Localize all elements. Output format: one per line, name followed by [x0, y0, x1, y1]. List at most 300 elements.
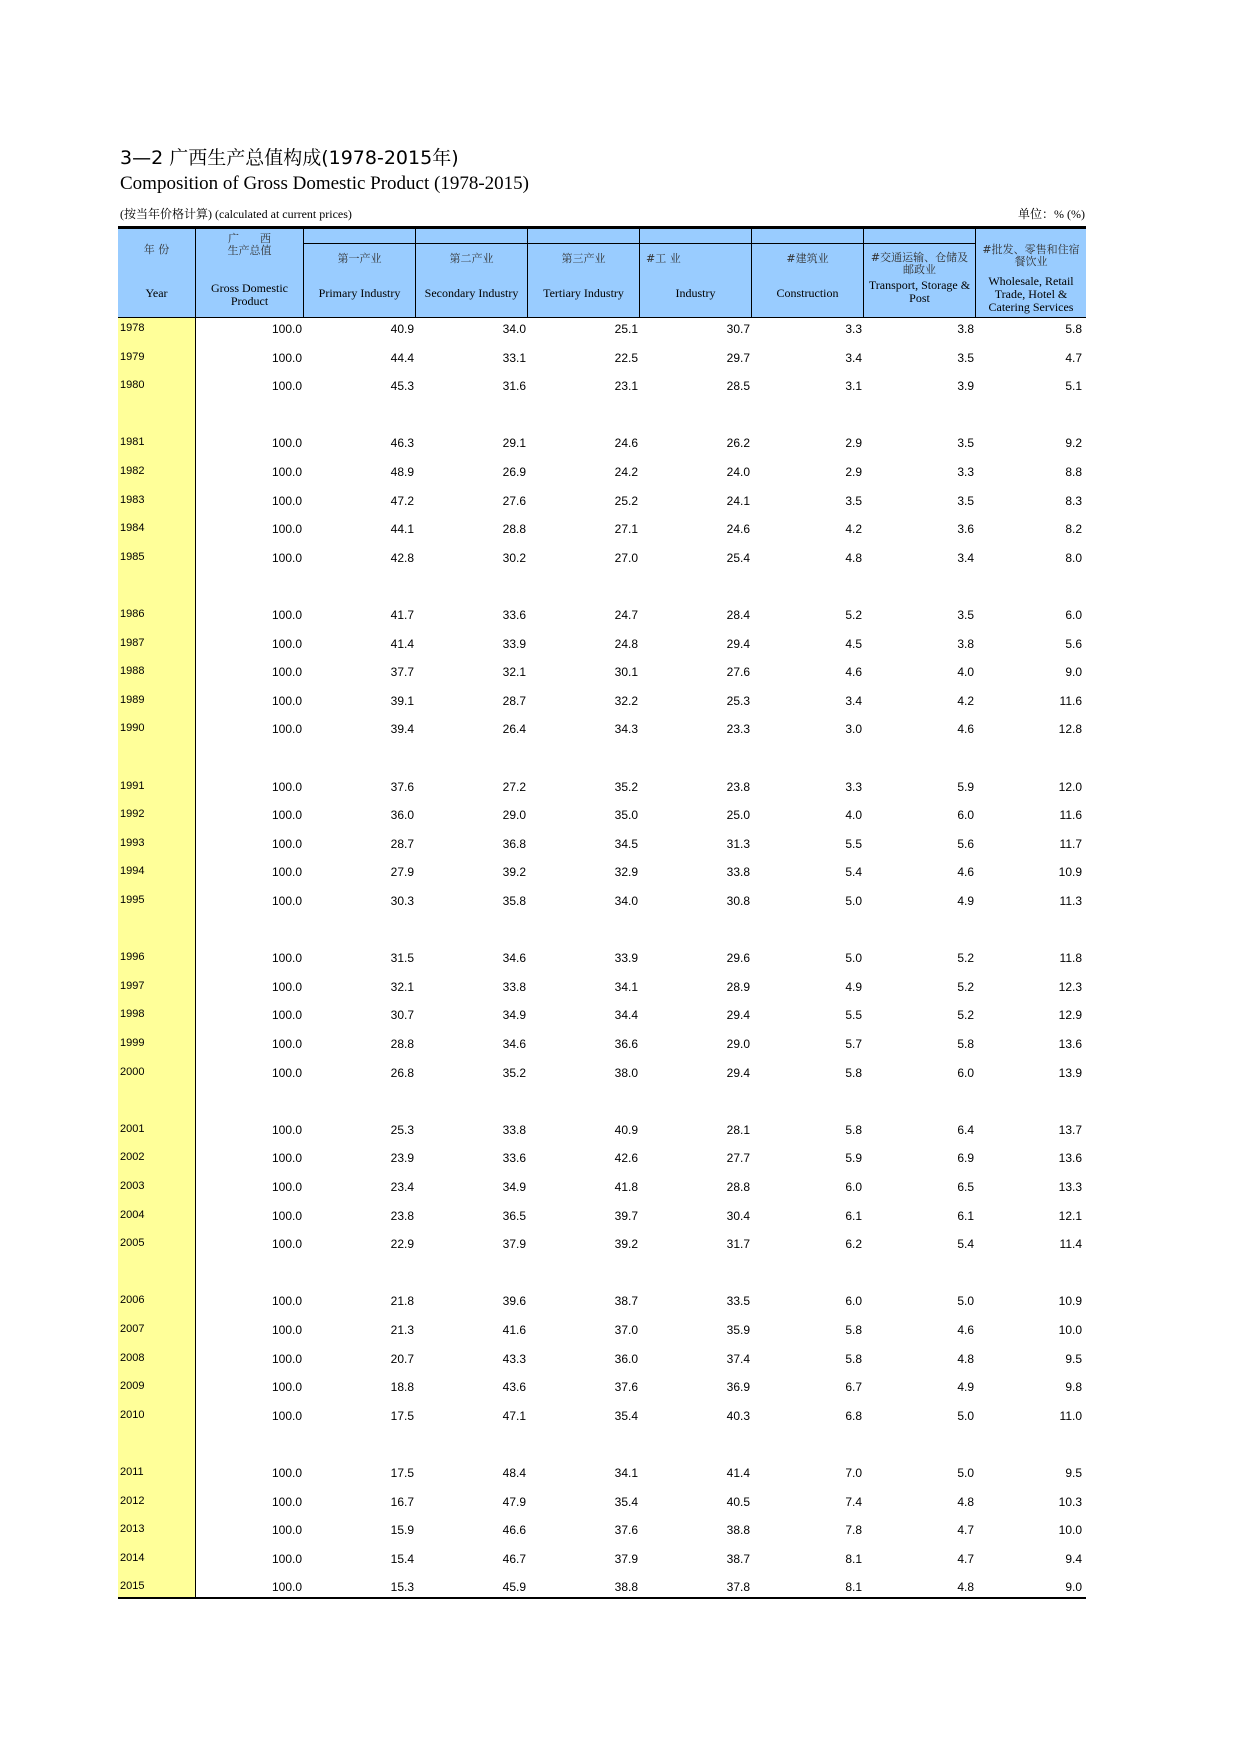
value-cell: 35.8 — [502, 894, 526, 908]
header-gdp-cn: 广 西 生产总值 — [227, 232, 272, 257]
value-cell: 35.4 — [614, 1494, 638, 1509]
value-cell: 3.5 — [957, 493, 974, 508]
table-row — [118, 690, 1086, 710]
year-cell: 2002 — [120, 1151, 145, 1164]
table-row — [118, 1548, 1086, 1568]
value-cell: 8.3 — [1065, 493, 1082, 508]
value-cell: 4.5 — [845, 636, 862, 651]
header-industry-cn: #工 业 — [646, 252, 681, 265]
value-cell: 41.4 — [726, 1466, 750, 1480]
value-cell: 5.7 — [845, 1037, 862, 1051]
header-industry-en: Industry — [675, 286, 716, 300]
value-cell: 37.9 — [614, 1551, 638, 1566]
value-cell: 100.0 — [271, 1494, 302, 1509]
year-cell: 1988 — [120, 665, 145, 678]
value-cell: 12.0 — [1058, 779, 1082, 794]
value-cell: 45.3 — [390, 379, 414, 394]
header-transport-en: Transport, Storage & Post — [868, 278, 971, 305]
value-cell: 21.8 — [390, 1294, 414, 1309]
header-year — [118, 229, 196, 317]
value-cell: 5.6 — [1065, 636, 1082, 651]
value-cell: 34.0 — [614, 894, 638, 908]
table-header — [118, 229, 1086, 317]
value-cell: 38.7 — [726, 1551, 750, 1566]
table-title-chinese: 3—2 广西生产总值构成(1978-2015年) — [120, 147, 459, 169]
table-row — [118, 1576, 1086, 1596]
value-cell: 37.0 — [614, 1323, 638, 1337]
year-cell: 2010 — [120, 1408, 145, 1421]
value-cell: 4.0 — [845, 808, 862, 823]
value-cell: 5.4 — [845, 865, 862, 880]
value-cell: 8.1 — [845, 1580, 862, 1595]
value-cell: 35.2 — [614, 779, 638, 794]
value-cell: 43.3 — [502, 1351, 526, 1366]
value-cell: 47.1 — [502, 1408, 526, 1423]
value-cell: 8.8 — [1065, 465, 1082, 479]
value-cell: 9.5 — [1065, 1351, 1082, 1366]
value-cell: 30.3 — [390, 894, 414, 908]
value-cell: 23.8 — [726, 779, 750, 794]
table-row — [118, 1491, 1086, 1511]
value-cell: 21.3 — [390, 1323, 414, 1337]
value-cell: 3.3 — [845, 779, 862, 794]
value-cell: 33.5 — [726, 1294, 750, 1309]
value-cell: 3.8 — [957, 322, 974, 336]
value-cell: 3.4 — [845, 350, 862, 365]
value-cell: 30.7 — [390, 1008, 414, 1023]
value-cell: 28.4 — [726, 608, 750, 622]
value-cell: 4.7 — [957, 1523, 974, 1538]
value-cell: 6.1 — [957, 1208, 974, 1223]
value-cell: 36.0 — [390, 808, 414, 823]
value-cell: 39.2 — [502, 865, 526, 880]
value-cell: 9.2 — [1065, 436, 1082, 451]
value-cell: 9.4 — [1065, 1551, 1082, 1566]
value-cell: 34.9 — [502, 1008, 526, 1023]
value-cell: 28.7 — [502, 693, 526, 708]
year-cell: 2007 — [120, 1323, 145, 1335]
value-cell: 41.4 — [390, 636, 414, 651]
value-cell: 34.6 — [502, 1037, 526, 1051]
value-cell: 41.6 — [502, 1323, 526, 1337]
year-cell: 1997 — [120, 979, 145, 992]
value-cell: 48.9 — [390, 465, 414, 479]
value-cell: 29.0 — [502, 808, 526, 823]
value-cell: 5.5 — [845, 1008, 862, 1023]
value-cell: 33.8 — [726, 865, 750, 880]
table-row — [118, 1319, 1086, 1339]
value-cell: 44.1 — [390, 522, 414, 537]
value-cell: 39.1 — [390, 693, 414, 708]
value-cell: 28.8 — [390, 1037, 414, 1051]
value-cell: 9.0 — [1065, 665, 1082, 680]
value-cell: 100.0 — [271, 951, 302, 966]
value-cell: 36.8 — [502, 836, 526, 851]
table-row — [118, 1033, 1086, 1053]
table-row — [118, 776, 1086, 796]
year-cell: 1981 — [120, 436, 145, 449]
value-cell: 3.4 — [845, 693, 862, 708]
value-cell: 5.0 — [957, 1408, 974, 1423]
value-cell: 8.0 — [1065, 550, 1082, 565]
value-cell: 22.9 — [390, 1237, 414, 1252]
year-cell: 1980 — [120, 379, 145, 392]
year-cell: 2000 — [120, 1065, 145, 1078]
value-cell: 6.0 — [957, 1065, 974, 1080]
value-cell: 6.0 — [957, 808, 974, 823]
value-cell: 17.5 — [390, 1408, 414, 1423]
value-cell: 12.1 — [1058, 1208, 1082, 1223]
value-cell: 32.9 — [614, 865, 638, 880]
value-cell: 34.5 — [614, 836, 638, 851]
year-cell: 2012 — [120, 1494, 145, 1507]
value-cell: 25.4 — [726, 550, 750, 565]
table-row — [118, 518, 1086, 538]
value-cell: 42.8 — [390, 550, 414, 565]
value-cell: 31.3 — [726, 836, 750, 851]
value-cell: 40.5 — [726, 1494, 750, 1509]
value-cell: 11.6 — [1059, 693, 1082, 708]
value-cell: 16.7 — [390, 1494, 414, 1509]
value-cell: 11.4 — [1059, 1237, 1082, 1252]
header-year-cn: 年 份 — [143, 243, 170, 256]
year-cell: 1982 — [120, 465, 145, 477]
value-cell: 4.6 — [957, 1323, 974, 1337]
value-cell: 27.9 — [390, 865, 414, 880]
value-cell: 100.0 — [271, 979, 302, 994]
value-cell: 4.7 — [1065, 350, 1082, 365]
value-cell: 26.8 — [390, 1065, 414, 1080]
table-row — [118, 947, 1086, 967]
value-cell: 3.5 — [957, 436, 974, 451]
value-cell: 3.5 — [845, 493, 862, 508]
header-divider — [304, 243, 415, 244]
value-cell: 5.6 — [957, 836, 974, 851]
value-cell: 31.7 — [726, 1237, 750, 1252]
value-cell: 100.0 — [271, 465, 302, 479]
header-tertiary-en: Tertiary Industry — [543, 286, 624, 300]
value-cell: 9.8 — [1065, 1380, 1082, 1395]
header-tertiary-cn: 第三产业 — [561, 252, 606, 265]
value-cell: 100.0 — [271, 722, 302, 737]
value-cell: 6.0 — [845, 1294, 862, 1309]
value-cell: 33.6 — [502, 1151, 526, 1166]
table-row — [118, 1176, 1086, 1196]
value-cell: 3.5 — [957, 608, 974, 622]
value-cell: 31.6 — [502, 379, 526, 394]
value-cell: 100.0 — [271, 350, 302, 365]
value-cell: 25.2 — [614, 493, 638, 508]
value-cell: 24.0 — [726, 465, 750, 479]
price-basis-note: (按当年价格计算) (calculated at current prices) — [120, 207, 352, 221]
value-cell: 26.4 — [502, 722, 526, 737]
value-cell: 30.7 — [726, 322, 750, 336]
value-cell: 32.1 — [502, 665, 526, 680]
table-row — [118, 490, 1086, 510]
table-row — [118, 1376, 1086, 1396]
value-cell: 100.0 — [271, 493, 302, 508]
value-cell: 6.0 — [1065, 608, 1082, 622]
header-transport — [864, 229, 976, 317]
value-cell: 46.3 — [390, 436, 414, 451]
table-row — [118, 461, 1086, 481]
value-cell: 11.8 — [1059, 951, 1082, 966]
value-cell: 9.5 — [1065, 1466, 1082, 1480]
value-cell: 5.2 — [957, 979, 974, 994]
value-cell: 5.0 — [957, 1466, 974, 1480]
table-row — [118, 1348, 1086, 1368]
value-cell: 34.9 — [502, 1180, 526, 1194]
value-cell: 32.1 — [390, 979, 414, 994]
table-row — [118, 347, 1086, 367]
year-cell: 1991 — [120, 779, 145, 792]
value-cell: 28.8 — [726, 1180, 750, 1194]
header-primary-cn: 第一产业 — [337, 252, 382, 265]
value-cell: 6.7 — [845, 1380, 862, 1395]
value-cell: 4.9 — [957, 1380, 974, 1395]
value-cell: 100.0 — [271, 1037, 302, 1051]
year-cell: 1987 — [120, 636, 145, 649]
value-cell: 7.0 — [845, 1466, 862, 1480]
header-wholesale-cn: #批发、零售和住宿餐饮业 — [982, 243, 1080, 268]
value-cell: 6.2 — [845, 1237, 862, 1252]
value-cell: 32.2 — [614, 693, 638, 708]
header-industry — [640, 229, 752, 317]
header-year-en: Year — [145, 286, 168, 300]
value-cell: 35.9 — [726, 1323, 750, 1337]
header-gdp-en: Gross Domestic Product — [211, 281, 288, 308]
value-cell: 4.8 — [957, 1494, 974, 1509]
value-cell: 4.7 — [957, 1551, 974, 1566]
table-title-english: Composition of Gross Domestic Product (1978-2015) — [120, 173, 530, 194]
table-row — [118, 604, 1086, 624]
value-cell: 25.1 — [614, 322, 638, 336]
value-cell: 24.6 — [614, 436, 638, 451]
header-transport-cn: #交通运输、仓储及邮政业 — [870, 251, 969, 276]
value-cell: 35.0 — [614, 808, 638, 823]
year-cell: 2001 — [120, 1122, 145, 1135]
value-cell: 5.8 — [845, 1351, 862, 1366]
value-cell: 28.1 — [726, 1122, 750, 1137]
value-cell: 30.2 — [502, 550, 526, 565]
value-cell: 100.0 — [271, 1523, 302, 1538]
value-cell: 7.4 — [845, 1494, 862, 1509]
value-cell: 37.6 — [390, 779, 414, 794]
value-cell: 38.8 — [614, 1580, 638, 1595]
value-cell: 13.3 — [1058, 1180, 1082, 1194]
value-cell: 3.3 — [845, 322, 862, 336]
value-cell: 43.6 — [502, 1380, 526, 1395]
value-cell: 35.2 — [502, 1065, 526, 1080]
value-cell: 5.0 — [957, 1294, 974, 1309]
value-cell: 34.6 — [502, 951, 526, 966]
year-cell: 2009 — [120, 1380, 145, 1393]
value-cell: 28.9 — [726, 979, 750, 994]
value-cell: 27.1 — [614, 522, 638, 537]
value-cell: 10.9 — [1058, 1294, 1082, 1309]
year-cell: 2008 — [120, 1351, 145, 1364]
table-row — [118, 1119, 1086, 1139]
header-wholesale-en: Wholesale, Retail Trade, Hotel & Catering Services — [988, 274, 1074, 314]
value-cell: 25.3 — [390, 1122, 414, 1137]
value-cell: 29.0 — [726, 1037, 750, 1051]
value-cell: 33.8 — [502, 979, 526, 994]
value-cell: 100.0 — [271, 1208, 302, 1223]
value-cell: 13.9 — [1058, 1065, 1082, 1080]
value-cell: 36.0 — [614, 1351, 638, 1366]
value-cell: 4.6 — [845, 665, 862, 680]
year-cell: 1978 — [120, 322, 145, 334]
value-cell: 3.4 — [957, 550, 974, 565]
value-cell: 6.9 — [957, 1151, 974, 1166]
value-cell: 37.7 — [390, 665, 414, 680]
value-cell: 36.9 — [726, 1380, 750, 1395]
header-divider — [752, 243, 863, 244]
value-cell: 26.9 — [502, 465, 526, 479]
value-cell: 37.9 — [502, 1237, 526, 1252]
value-cell: 33.1 — [502, 350, 526, 365]
value-cell: 25.3 — [726, 693, 750, 708]
value-cell: 42.6 — [614, 1151, 638, 1166]
value-cell: 46.7 — [502, 1551, 526, 1566]
header-secondary — [416, 229, 528, 317]
year-cell: 1979 — [120, 350, 145, 363]
value-cell: 100.0 — [271, 1408, 302, 1423]
value-cell: 100.0 — [271, 1351, 302, 1366]
table-row — [118, 1147, 1086, 1167]
value-cell: 40.9 — [614, 1122, 638, 1137]
value-cell: 4.8 — [957, 1351, 974, 1366]
value-cell: 30.1 — [614, 665, 638, 680]
value-cell: 10.0 — [1058, 1523, 1082, 1538]
header-tertiary — [528, 229, 640, 317]
value-cell: 100.0 — [271, 836, 302, 851]
value-cell: 24.6 — [726, 522, 750, 537]
year-cell: 1992 — [120, 808, 145, 821]
value-cell: 31.5 — [390, 951, 414, 966]
value-cell: 27.7 — [726, 1151, 750, 1166]
value-cell: 3.0 — [845, 722, 862, 737]
value-cell: 100.0 — [271, 636, 302, 651]
table-row — [118, 1405, 1086, 1425]
value-cell: 3.9 — [957, 379, 974, 394]
header-construction-cn: #建筑业 — [786, 252, 829, 265]
value-cell: 29.4 — [726, 636, 750, 651]
table-row — [118, 1205, 1086, 1225]
value-cell: 18.8 — [390, 1380, 414, 1395]
value-cell: 8.1 — [845, 1551, 862, 1566]
value-cell: 3.3 — [957, 465, 974, 479]
value-cell: 4.2 — [845, 522, 862, 537]
value-cell: 5.5 — [845, 836, 862, 851]
value-cell: 24.2 — [614, 465, 638, 479]
value-cell: 5.8 — [1065, 322, 1082, 336]
value-cell: 100.0 — [271, 522, 302, 537]
table-row — [118, 976, 1086, 996]
header-divider — [528, 243, 639, 244]
table-row — [118, 804, 1086, 824]
value-cell: 100.0 — [271, 1380, 302, 1395]
value-cell: 47.2 — [390, 493, 414, 508]
year-cell: 1989 — [120, 693, 145, 706]
value-cell: 38.0 — [614, 1065, 638, 1080]
value-cell: 5.2 — [957, 951, 974, 966]
year-cell: 1985 — [120, 550, 145, 563]
value-cell: 6.4 — [957, 1122, 974, 1137]
value-cell: 11.0 — [1059, 1408, 1082, 1423]
value-cell: 34.0 — [502, 322, 526, 336]
value-cell: 100.0 — [271, 322, 302, 336]
table-row — [118, 890, 1086, 910]
value-cell: 4.8 — [957, 1580, 974, 1595]
value-cell: 29.6 — [726, 951, 750, 966]
value-cell: 100.0 — [271, 894, 302, 908]
value-cell: 39.2 — [614, 1237, 638, 1252]
value-cell: 34.1 — [614, 979, 638, 994]
value-cell: 13.6 — [1058, 1151, 1082, 1166]
year-cell: 1984 — [120, 522, 145, 535]
value-cell: 5.9 — [957, 779, 974, 794]
value-cell: 100.0 — [271, 608, 302, 622]
value-cell: 34.1 — [614, 1466, 638, 1480]
value-cell: 30.8 — [726, 894, 750, 908]
value-cell: 23.4 — [390, 1180, 414, 1194]
value-cell: 26.2 — [726, 436, 750, 451]
value-cell: 23.9 — [390, 1151, 414, 1166]
value-cell: 20.7 — [390, 1351, 414, 1366]
value-cell: 100.0 — [271, 1294, 302, 1309]
year-cell: 1999 — [120, 1037, 145, 1049]
value-cell: 5.2 — [957, 1008, 974, 1023]
value-cell: 100.0 — [271, 693, 302, 708]
header-divider — [640, 243, 751, 244]
table-row — [118, 633, 1086, 653]
value-cell: 47.9 — [502, 1494, 526, 1509]
value-cell: 11.7 — [1059, 836, 1082, 851]
value-cell: 33.9 — [502, 636, 526, 651]
year-cell: 1986 — [120, 608, 145, 620]
header-primary — [304, 229, 416, 317]
value-cell: 13.7 — [1058, 1122, 1082, 1137]
table-row — [118, 547, 1086, 567]
year-cell: 2006 — [120, 1294, 145, 1307]
header-divider — [416, 243, 527, 244]
value-cell: 29.7 — [726, 350, 750, 365]
value-cell: 13.6 — [1058, 1037, 1082, 1051]
value-cell: 24.1 — [726, 493, 750, 508]
year-cell: 2003 — [120, 1180, 145, 1192]
year-cell: 2013 — [120, 1523, 145, 1536]
year-cell: 2005 — [120, 1237, 145, 1250]
value-cell: 5.0 — [845, 894, 862, 908]
year-cell: 1994 — [120, 865, 145, 878]
value-cell: 100.0 — [271, 1466, 302, 1480]
value-cell: 100.0 — [271, 1122, 302, 1137]
value-cell: 41.8 — [614, 1180, 638, 1194]
value-cell: 5.4 — [957, 1237, 974, 1252]
value-cell: 100.0 — [271, 1551, 302, 1566]
header-construction — [752, 229, 864, 317]
value-cell: 44.4 — [390, 350, 414, 365]
value-cell: 100.0 — [271, 1237, 302, 1252]
value-cell: 27.6 — [502, 493, 526, 508]
value-cell: 2.9 — [845, 436, 862, 451]
value-cell: 33.6 — [502, 608, 526, 622]
value-cell: 4.9 — [845, 979, 862, 994]
table-row — [118, 1062, 1086, 1082]
value-cell: 37.6 — [614, 1380, 638, 1395]
value-cell: 25.0 — [726, 808, 750, 823]
